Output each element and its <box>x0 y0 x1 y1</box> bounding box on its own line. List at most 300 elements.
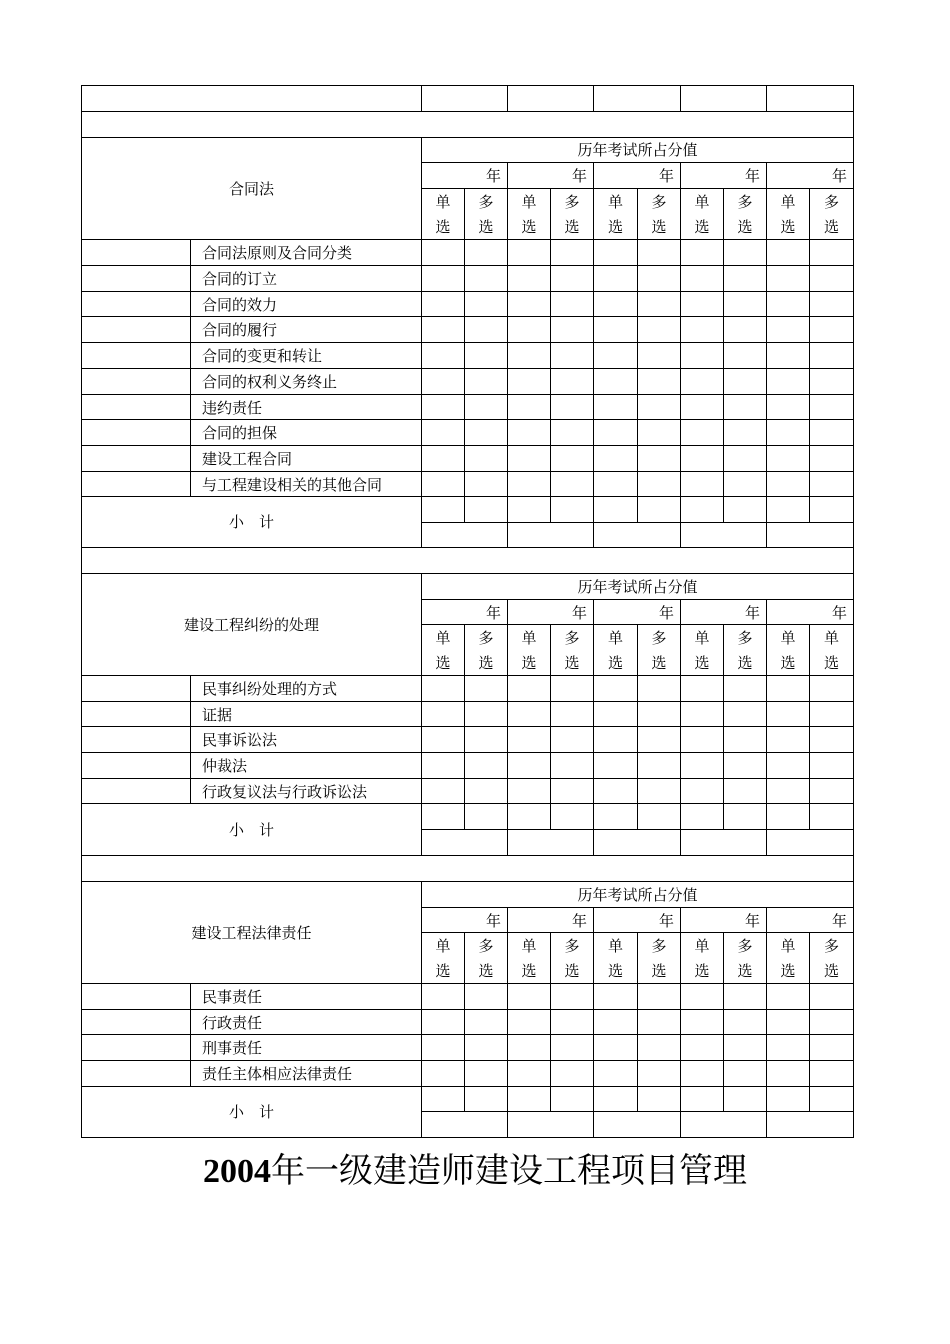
score-cell <box>723 1009 767 1035</box>
topic-name-cell: 与工程建设相关的其他合同 <box>190 471 422 497</box>
question-type-char: 选 <box>651 961 667 980</box>
score-cell <box>550 342 594 369</box>
score-cell <box>464 1060 508 1087</box>
score-cell <box>723 983 767 1010</box>
question-type-char: 选 <box>435 961 451 980</box>
year-label-cell: 年 <box>421 162 508 189</box>
spacer-row <box>81 547 854 574</box>
subtotal-year-cell <box>766 522 854 548</box>
score-cell <box>421 368 465 395</box>
year-label-cell: 年 <box>593 907 681 933</box>
topic-name-cell: 民事纠纷处理的方式 <box>190 675 422 702</box>
question-type-char: 多 <box>651 192 667 211</box>
question-type-char: 选 <box>478 217 494 236</box>
score-cell <box>637 368 681 395</box>
score-cell <box>507 778 551 804</box>
top-empty-cell <box>766 85 854 112</box>
question-type-cell <box>464 624 508 676</box>
question-type-cell <box>550 932 594 984</box>
question-type-cell <box>464 188 508 240</box>
score-cell <box>809 1009 854 1035</box>
question-type-char: 单 <box>607 628 623 647</box>
question-type-char: 选 <box>651 653 667 672</box>
score-cell <box>421 752 465 779</box>
topic-index-cell <box>81 778 191 804</box>
score-cell <box>637 1034 681 1061</box>
question-type-char: 多 <box>737 936 753 955</box>
score-cell <box>464 675 508 702</box>
score-cell <box>680 394 724 420</box>
subtotal-score-cell <box>723 803 767 830</box>
score-cell <box>680 1060 724 1087</box>
subtotal-label-cell: 小 计 <box>81 496 422 548</box>
score-cell <box>507 265 551 292</box>
score-cell <box>723 291 767 317</box>
score-cell <box>507 342 551 369</box>
score-cell <box>637 726 681 753</box>
year-label-cell: 年 <box>766 162 854 189</box>
score-cell <box>464 239 508 266</box>
score-cell <box>421 1060 465 1087</box>
topic-index-cell <box>81 291 191 317</box>
score-cell <box>766 675 810 702</box>
score-cell <box>593 394 638 420</box>
score-header-cell: 历年考试所占分值 <box>421 137 854 163</box>
subtotal-score-cell <box>550 1086 594 1112</box>
question-type-cell <box>507 624 551 676</box>
question-type-char: 选 <box>435 217 451 236</box>
topic-name-cell: 民事诉讼法 <box>190 726 422 753</box>
score-cell <box>507 701 551 727</box>
subtotal-score-cell <box>593 1086 638 1112</box>
score-cell <box>550 394 594 420</box>
question-type-char: 选 <box>694 653 710 672</box>
score-cell <box>680 342 724 369</box>
score-cell <box>766 1060 810 1087</box>
score-cell <box>550 265 594 292</box>
score-cell <box>421 983 465 1010</box>
score-cell <box>550 1034 594 1061</box>
score-cell <box>637 778 681 804</box>
score-cell <box>421 239 465 266</box>
question-type-char: 选 <box>564 961 580 980</box>
score-cell <box>637 394 681 420</box>
topic-name-cell: 民事责任 <box>190 983 422 1010</box>
question-type-char: 选 <box>521 653 537 672</box>
subtotal-year-cell <box>680 522 767 548</box>
score-cell <box>421 675 465 702</box>
question-type-cell <box>421 932 465 984</box>
score-cell <box>723 394 767 420</box>
question-type-char: 单 <box>694 628 710 647</box>
topic-name-cell: 刑事责任 <box>190 1034 422 1061</box>
score-cell <box>809 675 854 702</box>
score-cell <box>550 675 594 702</box>
subtotal-year-cell <box>680 1111 767 1138</box>
score-cell <box>809 419 854 446</box>
score-cell <box>421 265 465 292</box>
topic-name-cell: 建设工程合同 <box>190 445 422 472</box>
score-cell <box>723 752 767 779</box>
section-title-cell: 建设工程纠纷的处理 <box>81 573 422 676</box>
topic-index-cell <box>81 368 191 395</box>
question-type-char: 多 <box>478 936 494 955</box>
score-cell <box>766 1034 810 1061</box>
footer-title-text: 年一级建造师建设工程项目管理 <box>271 1151 747 1191</box>
score-cell <box>550 752 594 779</box>
year-label-cell: 年 <box>680 907 767 933</box>
subtotal-score-cell <box>809 1086 854 1112</box>
subtotal-score-cell <box>809 496 854 523</box>
score-cell <box>680 471 724 497</box>
score-cell <box>507 316 551 343</box>
topic-name-cell: 合同的订立 <box>190 265 422 292</box>
score-cell <box>680 701 724 727</box>
subtotal-score-cell <box>550 496 594 523</box>
score-cell <box>637 316 681 343</box>
year-label-cell: 年 <box>593 162 681 189</box>
score-cell <box>766 265 810 292</box>
question-type-cell <box>723 932 767 984</box>
score-cell <box>507 394 551 420</box>
score-cell <box>421 726 465 753</box>
score-cell <box>809 1060 854 1087</box>
score-cell <box>766 342 810 369</box>
score-cell <box>464 394 508 420</box>
score-cell <box>593 419 638 446</box>
subtotal-score-cell <box>766 496 810 523</box>
score-cell <box>637 291 681 317</box>
question-type-char: 选 <box>521 217 537 236</box>
subtotal-score-cell <box>809 803 854 830</box>
score-cell <box>507 1009 551 1035</box>
topic-name-cell: 合同的履行 <box>190 316 422 343</box>
score-cell <box>766 368 810 395</box>
question-type-char: 选 <box>737 961 753 980</box>
subtotal-year-cell <box>421 1111 508 1138</box>
score-cell <box>637 265 681 292</box>
score-cell <box>680 726 724 753</box>
score-cell <box>809 726 854 753</box>
score-cell <box>766 291 810 317</box>
question-type-cell <box>507 932 551 984</box>
year-label-cell: 年 <box>507 599 594 625</box>
subtotal-score-cell <box>723 1086 767 1112</box>
topic-name-cell: 违约责任 <box>190 394 422 420</box>
question-type-char: 单 <box>780 628 796 647</box>
topic-index-cell <box>81 752 191 779</box>
topic-index-cell <box>81 265 191 292</box>
score-cell <box>507 445 551 472</box>
score-cell <box>723 1060 767 1087</box>
year-label-cell: 年 <box>507 907 594 933</box>
question-type-char: 多 <box>564 192 580 211</box>
score-cell <box>593 701 638 727</box>
score-cell <box>637 471 681 497</box>
score-cell <box>680 316 724 343</box>
score-cell <box>507 1034 551 1061</box>
score-cell <box>637 445 681 472</box>
question-type-cell <box>766 932 810 984</box>
score-cell <box>593 726 638 753</box>
score-cell <box>723 368 767 395</box>
score-cell <box>680 265 724 292</box>
score-cell <box>550 291 594 317</box>
question-type-char: 选 <box>780 653 796 672</box>
score-cell <box>593 291 638 317</box>
subtotal-score-cell <box>680 803 724 830</box>
question-type-char: 选 <box>823 961 839 980</box>
score-cell <box>809 265 854 292</box>
subtotal-score-cell <box>421 496 465 523</box>
score-cell <box>593 265 638 292</box>
question-type-cell <box>507 188 551 240</box>
score-cell <box>809 239 854 266</box>
top-empty-cell <box>507 85 594 112</box>
question-type-char: 选 <box>737 653 753 672</box>
score-cell <box>464 778 508 804</box>
question-type-char: 单 <box>780 936 796 955</box>
score-cell <box>507 726 551 753</box>
question-type-cell <box>464 932 508 984</box>
score-cell <box>421 394 465 420</box>
question-type-char: 选 <box>435 653 451 672</box>
score-cell <box>637 1009 681 1035</box>
score-cell <box>766 419 810 446</box>
topic-index-cell <box>81 419 191 446</box>
score-cell <box>507 239 551 266</box>
score-cell <box>680 368 724 395</box>
score-cell <box>421 1009 465 1035</box>
question-type-char: 多 <box>564 628 580 647</box>
score-cell <box>766 394 810 420</box>
score-cell <box>637 752 681 779</box>
footer-title-year: 2004 <box>203 1153 271 1190</box>
score-cell <box>464 291 508 317</box>
score-cell <box>766 752 810 779</box>
subtotal-year-cell <box>507 829 594 856</box>
score-cell <box>766 983 810 1010</box>
question-type-char: 选 <box>607 653 623 672</box>
score-cell <box>550 1060 594 1087</box>
score-cell <box>637 1060 681 1087</box>
topic-index-cell <box>81 239 191 266</box>
question-type-char: 选 <box>737 217 753 236</box>
question-type-char: 单 <box>694 936 710 955</box>
score-cell <box>723 726 767 753</box>
score-cell <box>507 368 551 395</box>
score-cell <box>637 983 681 1010</box>
subtotal-year-cell <box>593 522 681 548</box>
score-cell <box>550 726 594 753</box>
question-type-char: 单 <box>694 192 710 211</box>
score-cell <box>593 752 638 779</box>
subtotal-score-cell <box>680 1086 724 1112</box>
topic-name-cell: 合同的权利义务终止 <box>190 368 422 395</box>
topic-index-cell <box>81 983 191 1010</box>
score-cell <box>550 239 594 266</box>
question-type-char: 单 <box>823 628 839 647</box>
score-cell <box>809 778 854 804</box>
score-header-cell: 历年考试所占分值 <box>421 573 854 600</box>
year-label-cell: 年 <box>680 599 767 625</box>
score-cell <box>809 752 854 779</box>
topic-index-cell <box>81 701 191 727</box>
score-cell <box>766 778 810 804</box>
score-cell <box>593 445 638 472</box>
score-cell <box>723 701 767 727</box>
score-cell <box>723 471 767 497</box>
score-cell <box>766 726 810 753</box>
score-cell <box>593 983 638 1010</box>
subtotal-score-cell <box>637 496 681 523</box>
question-type-cell <box>766 624 810 676</box>
score-cell <box>809 983 854 1010</box>
score-cell <box>809 445 854 472</box>
subtotal-score-cell <box>680 496 724 523</box>
score-cell <box>593 239 638 266</box>
score-cell <box>421 419 465 446</box>
question-type-cell <box>809 188 854 240</box>
question-type-char: 选 <box>780 217 796 236</box>
question-type-char: 多 <box>651 936 667 955</box>
question-type-char: 单 <box>521 628 537 647</box>
question-type-char: 单 <box>435 936 451 955</box>
topic-name-cell: 责任主体相应法律责任 <box>190 1060 422 1087</box>
top-empty-cell <box>593 85 681 112</box>
question-type-char: 单 <box>780 192 796 211</box>
score-cell <box>550 419 594 446</box>
question-type-cell <box>723 624 767 676</box>
top-empty-cell <box>81 85 422 112</box>
topic-index-cell <box>81 1060 191 1087</box>
question-type-char: 多 <box>651 628 667 647</box>
score-cell <box>723 675 767 702</box>
question-type-char: 选 <box>780 961 796 980</box>
question-type-cell <box>593 624 638 676</box>
score-cell <box>464 265 508 292</box>
score-cell <box>809 291 854 317</box>
question-type-char: 单 <box>607 936 623 955</box>
score-cell <box>464 368 508 395</box>
subtotal-score-cell <box>421 1086 465 1112</box>
score-cell <box>464 726 508 753</box>
score-cell <box>593 342 638 369</box>
topic-index-cell <box>81 445 191 472</box>
question-type-cell <box>637 188 681 240</box>
question-type-char: 选 <box>478 961 494 980</box>
score-cell <box>680 983 724 1010</box>
score-cell <box>464 419 508 446</box>
subtotal-year-cell <box>507 1111 594 1138</box>
score-cell <box>550 983 594 1010</box>
score-cell <box>766 239 810 266</box>
question-type-char: 选 <box>823 653 839 672</box>
score-cell <box>723 778 767 804</box>
score-cell <box>507 675 551 702</box>
year-label-cell: 年 <box>680 162 767 189</box>
score-cell <box>637 239 681 266</box>
question-type-char: 选 <box>607 961 623 980</box>
question-type-char: 选 <box>694 961 710 980</box>
question-type-cell <box>421 624 465 676</box>
question-type-cell <box>680 188 724 240</box>
subtotal-score-cell <box>593 803 638 830</box>
question-type-cell <box>680 932 724 984</box>
score-cell <box>723 239 767 266</box>
score-cell <box>723 316 767 343</box>
question-type-char: 选 <box>521 961 537 980</box>
score-cell <box>421 778 465 804</box>
topic-index-cell <box>81 471 191 497</box>
subtotal-year-cell <box>680 829 767 856</box>
question-type-char: 选 <box>564 653 580 672</box>
subtotal-score-cell <box>550 803 594 830</box>
score-cell <box>593 368 638 395</box>
subtotal-score-cell <box>593 496 638 523</box>
question-type-char: 选 <box>694 217 710 236</box>
subtotal-score-cell <box>637 803 681 830</box>
score-cell <box>680 1034 724 1061</box>
section-title-cell: 建设工程法律责任 <box>81 881 422 984</box>
score-cell <box>766 701 810 727</box>
score-cell <box>507 1060 551 1087</box>
score-cell <box>464 983 508 1010</box>
score-cell <box>507 291 551 317</box>
score-cell <box>507 752 551 779</box>
year-label-cell: 年 <box>421 907 508 933</box>
score-cell <box>421 445 465 472</box>
score-cell <box>421 316 465 343</box>
score-cell <box>637 342 681 369</box>
subtotal-score-cell <box>507 496 551 523</box>
score-cell <box>550 701 594 727</box>
score-cell <box>723 445 767 472</box>
subtotal-year-cell <box>766 1111 854 1138</box>
subtotal-year-cell <box>507 522 594 548</box>
subtotal-label-cell: 小 计 <box>81 803 422 856</box>
score-cell <box>593 1060 638 1087</box>
topic-name-cell: 证据 <box>190 701 422 727</box>
score-cell <box>680 1009 724 1035</box>
score-cell <box>421 701 465 727</box>
question-type-char: 多 <box>478 628 494 647</box>
question-type-char: 单 <box>607 192 623 211</box>
score-cell <box>680 752 724 779</box>
subtotal-score-cell <box>421 803 465 830</box>
score-cell <box>550 445 594 472</box>
score-cell <box>637 675 681 702</box>
subtotal-score-cell <box>464 803 508 830</box>
score-cell <box>766 445 810 472</box>
topic-name-cell: 行政责任 <box>190 1009 422 1035</box>
question-type-cell <box>637 932 681 984</box>
year-label-cell: 年 <box>766 907 854 933</box>
question-type-cell <box>723 188 767 240</box>
topic-index-cell <box>81 1034 191 1061</box>
question-type-char: 选 <box>478 653 494 672</box>
year-label-cell: 年 <box>421 599 508 625</box>
score-cell <box>507 983 551 1010</box>
question-type-cell <box>809 932 854 984</box>
subtotal-score-cell <box>507 1086 551 1112</box>
score-cell <box>550 368 594 395</box>
score-cell <box>593 471 638 497</box>
year-label-cell: 年 <box>593 599 681 625</box>
subtotal-score-cell <box>766 1086 810 1112</box>
question-type-char: 单 <box>521 192 537 211</box>
subtotal-score-cell <box>723 496 767 523</box>
